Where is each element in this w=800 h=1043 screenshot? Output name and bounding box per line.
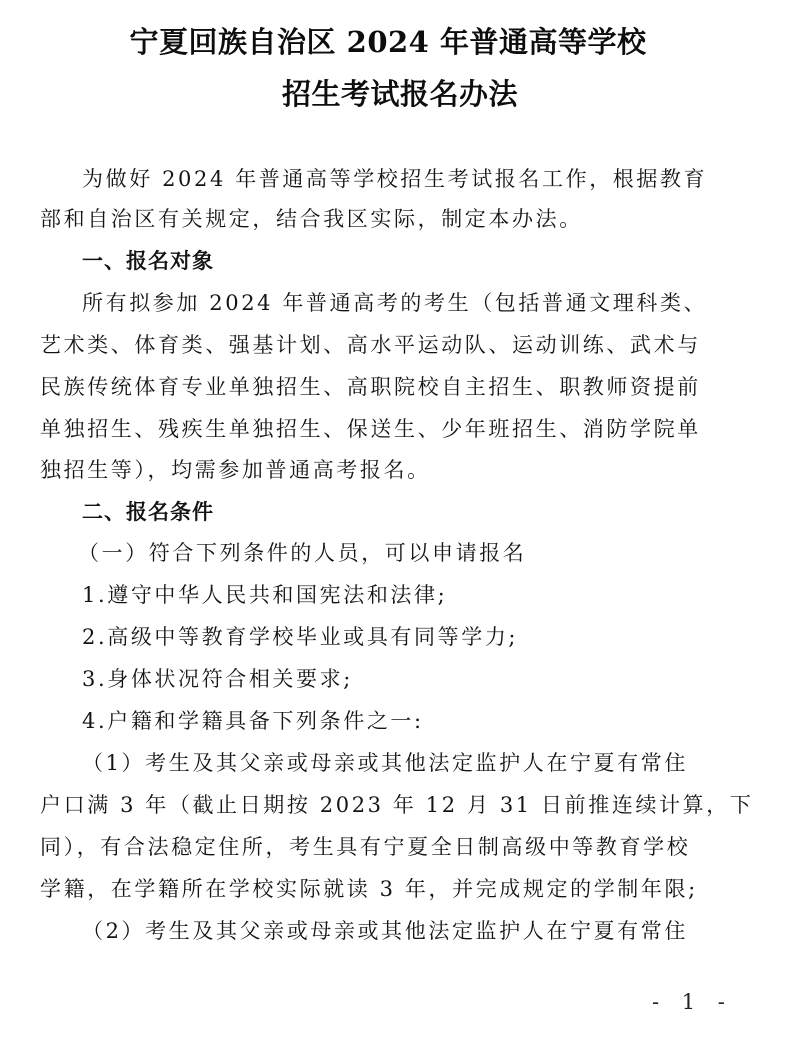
condition-item-2: 2.高级中等教育学校毕业或具有同等学力; — [82, 625, 519, 649]
section-1-body-line-1: 所有拟参加 2024 年普通高考的考生（包括普通文理科类、 — [82, 291, 708, 315]
section-2-subheading: （一）符合下列条件的人员，可以申请报名 — [78, 541, 527, 565]
section-1-body-line-2: 艺术类、体育类、强基计划、高水平运动队、运动训练、武术与 — [40, 333, 701, 357]
document-title-line-2: 招生考试报名办法 — [281, 77, 518, 111]
intro-line-1: 为做好 2024 年普通高等学校招生考试报名工作，根据教育 — [82, 167, 708, 191]
section-1-body-line-4: 单独招生、残疾生单独招生、保送生、少年班招生、消防学院单 — [40, 417, 701, 441]
condition-item-4: 4.户籍和学籍具备下列条件之一: — [82, 709, 424, 733]
clause-1-line-2: 户口满 3 年（截止日期按 2023 年 12 月 31 日前推连续计算，下 — [40, 793, 754, 817]
section-1-body-line-3: 民族传统体育专业单独招生、高职院校自主招生、职教师资提前 — [40, 375, 701, 399]
condition-item-3: 3.身体状况符合相关要求; — [82, 667, 353, 691]
clause-2-line-1: （2）考生及其父亲或母亲或其他法定监护人在宁夏有常住 — [82, 919, 688, 943]
document-title-line-1: 宁夏回族自治区 2024 年普通高等学校 — [129, 25, 647, 59]
clause-1-line-4: 学籍，在学籍所在学校实际就读 3 年，并完成规定的学制年限; — [40, 877, 698, 901]
clause-1-line-3: 同），有合法稳定住所，考生具有宁夏全日制高级中等教育学校 — [40, 835, 691, 859]
clause-1-line-1: （1）考生及其父亲或母亲或其他法定监护人在宁夏有常住 — [82, 751, 688, 775]
section-1-body-line-5: 独招生等），均需参加普通高考报名。 — [40, 458, 431, 482]
intro-line-2: 部和自治区有关规定，结合我区实际，制定本办法。 — [40, 207, 583, 231]
page-number: - 1 - — [652, 990, 733, 1014]
section-1-heading: 一、报名对象 — [82, 249, 214, 273]
section-2-heading: 二、报名条件 — [82, 500, 214, 524]
condition-item-1: 1.遵守中华人民共和国宪法和法律; — [82, 583, 448, 607]
